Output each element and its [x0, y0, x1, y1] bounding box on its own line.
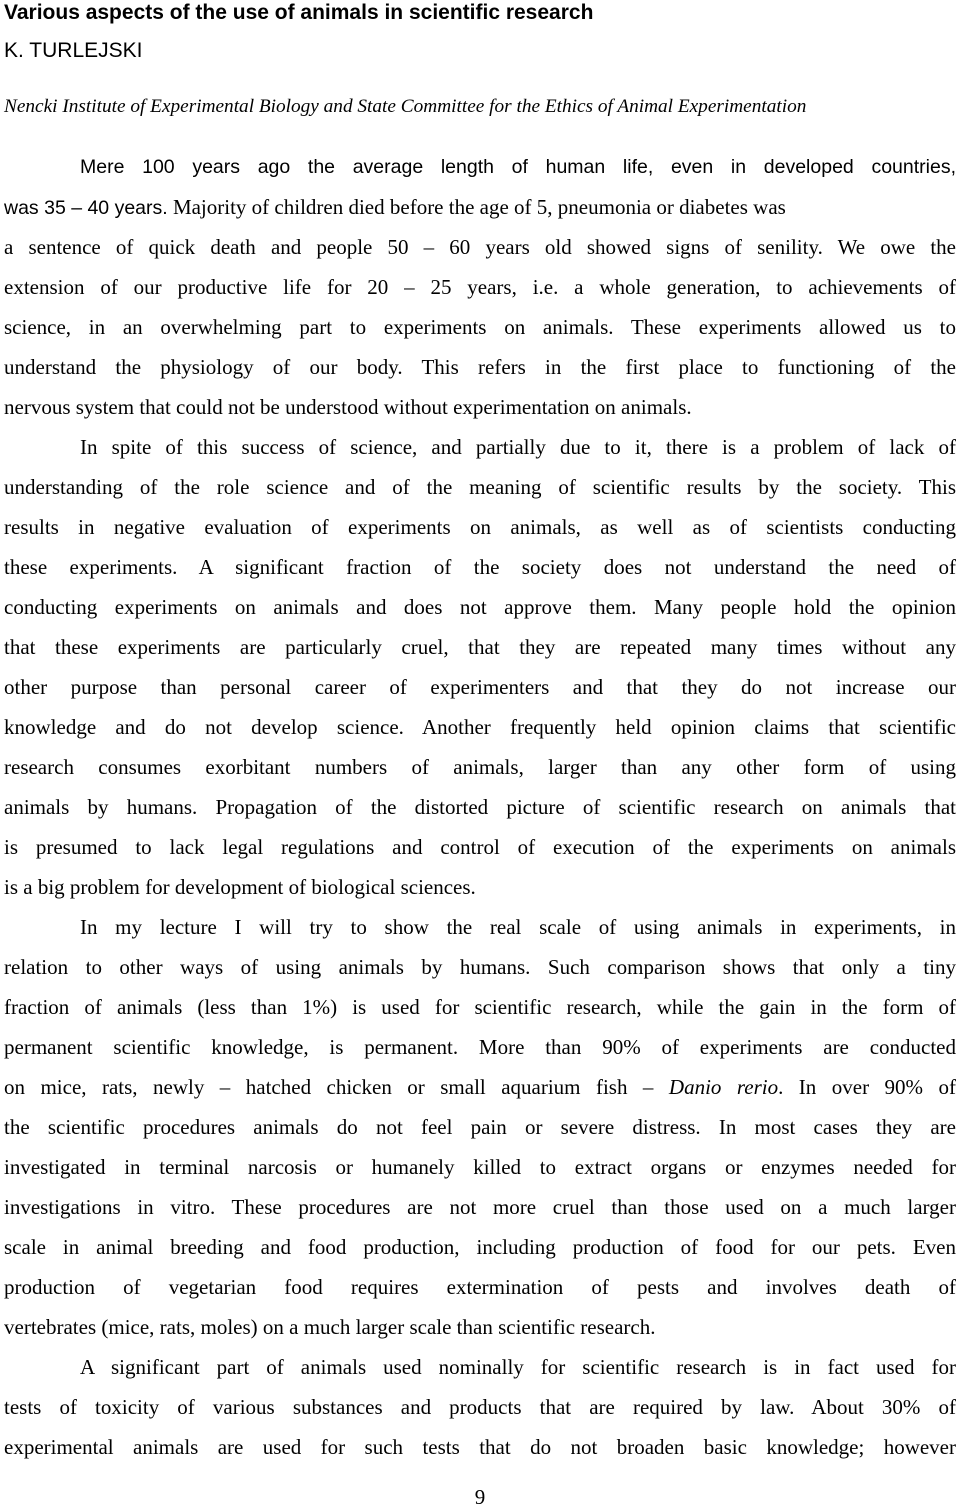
text-line: science, in an overwhelming part to experiments on animals. These experiments allowed us to — [4, 315, 956, 339]
text-line: extension of our productive life for 20 – 25 years, i.e. a whole generation, to achievements of — [4, 275, 956, 299]
text-line: investigations in vitro. These procedures are not more cruel than those used on a much larger — [4, 1195, 956, 1219]
text-line: vertebrates (mice, rats, moles) on a much larger scale than scientific research. — [4, 1315, 656, 1339]
text-line: is a big problem for development of biological sciences. — [4, 875, 476, 899]
text-line: these experiments. A significant fraction of the society does not understand the need of — [4, 555, 956, 579]
text-line: conducting experiments on animals and does not approve them. Many people hold the opinion — [4, 595, 956, 619]
page-number: 9 — [474, 1485, 486, 1509]
paragraph-2 — [4, 427, 956, 907]
text-fragment: was 35 – 40 years. — [4, 197, 168, 219]
text-line: In spite of this success of science, and partially due to it, there is a problem of lack of — [80, 435, 956, 459]
text-line: nervous system that could not be understood without experimentation on animals. — [4, 395, 692, 419]
text-line: relation to other ways of using animals by humans. Such comparison shows that only a tiny — [4, 955, 956, 979]
paragraph-4 — [4, 1347, 956, 1467]
text-line: that these experiments are particularly cruel, that they are repeated many times without any — [4, 635, 956, 659]
text-line: research consumes exorbitant numbers of animals, larger than any other form of using — [4, 755, 956, 779]
text-line: is presumed to lack legal regulations and control of execution of the experiments on animals — [4, 835, 956, 859]
text-fragment: . In over 90% of — [778, 1075, 956, 1099]
text-line: experimental animals are used for such tests that do not broaden basic knowledge; however — [4, 1435, 956, 1459]
text-line: tests of toxicity of various substances and products that are required by law. About 30% of — [4, 1395, 956, 1419]
text-line — [4, 187, 956, 227]
text-line: a sentence of quick death and people 50 – 60 years old showed signs of senility. We owe the — [4, 235, 956, 259]
text-fragment: on mice, rats, newly – hatched chicken or small aquarium fish – — [4, 1075, 669, 1099]
text-line: results in negative evaluation of experiments on animals, as well as of scientists conducting — [4, 515, 956, 539]
text-line: scale in animal breeding and food production, including production of food for our pets. Even — [4, 1235, 956, 1259]
text-line: other purpose than personal career of experimenters and that they do not increase our — [4, 675, 956, 699]
text-line — [4, 1067, 956, 1107]
text-line: production of vegetarian food requires extermination of pests and involves death of — [4, 1275, 956, 1299]
text-line: fraction of animals (less than 1%) is used for scientific research, while the gain in the form of — [4, 995, 956, 1019]
body-text — [4, 147, 956, 1467]
document-title: Various aspects of the use of animals in scientific research — [4, 1, 594, 24]
text-line: investigated in terminal narcosis or humanely killed to extract organs or enzymes needed for — [4, 1155, 956, 1179]
text-line: permanent scientific knowledge, is permanent. More than 90% of experiments are conducted — [4, 1035, 956, 1059]
author-name: K. TURLEJSKI — [4, 39, 143, 62]
text-line: animals by humans. Propagation of the distorted picture of scientific research on animals that — [4, 795, 956, 819]
text-line: In my lecture I will try to show the real scale of using animals in experiments, in — [80, 915, 956, 939]
text-line: understanding of the role science and of the meaning of scientific results by the society. This — [4, 475, 956, 499]
text-line: the scientific procedures animals do not feel pain or severe distress. In most cases they are — [4, 1115, 956, 1139]
species-name: Danio rerio — [668, 1075, 779, 1099]
text-line: understand the physiology of our body. This refers in the first place to functioning of the — [4, 355, 956, 379]
author-affiliation: Nencki Institute of Experimental Biology and State Committee for the Ethics of Animal Experimentation — [4, 96, 807, 117]
text-fragment: Majority of children died before the age of 5, pneumonia or diabetes was — [172, 195, 786, 219]
paragraph-1 — [4, 147, 956, 427]
paragraph-3 — [4, 907, 956, 1347]
text-line: A significant part of animals used nominally for scientific research is in fact used for — [80, 1355, 956, 1379]
text-line: Mere 100 years ago the average length of human life, even in developed countries, — [80, 156, 956, 178]
text-line: knowledge and do not develop science. Another frequently held opinion claims that scientific — [4, 715, 956, 739]
